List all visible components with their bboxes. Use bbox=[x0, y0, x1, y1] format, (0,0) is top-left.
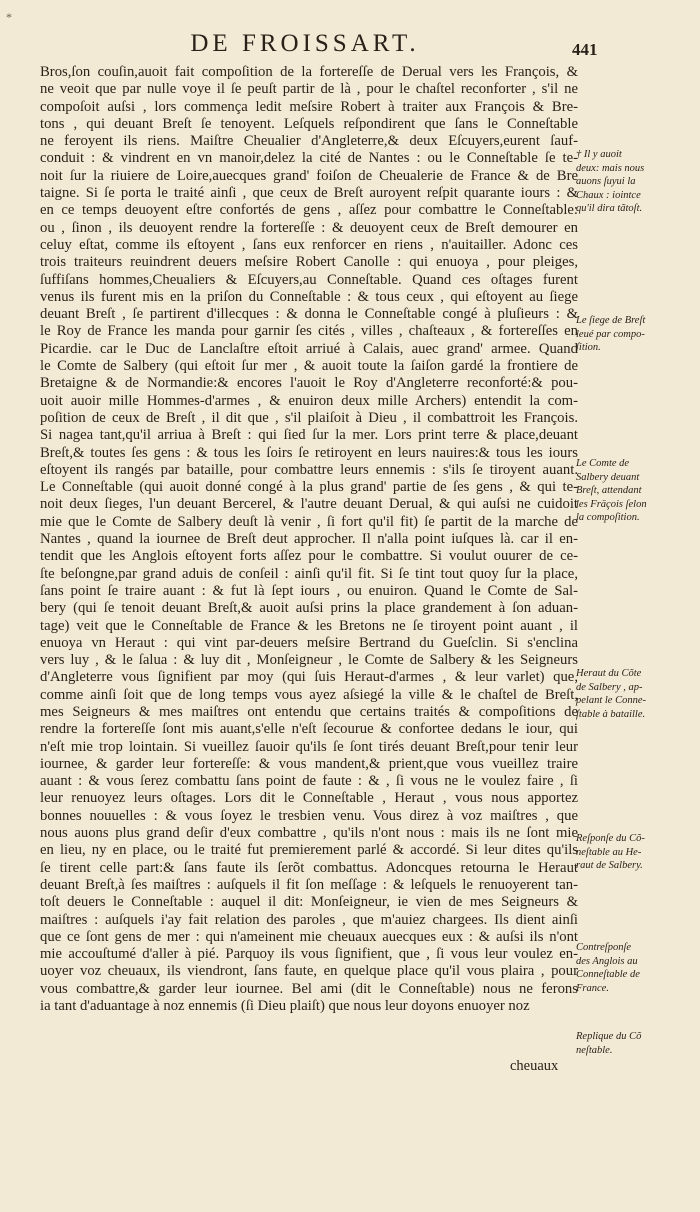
margin-note-line: qu'il dira tãtoſt. bbox=[576, 203, 643, 214]
margin-note-4 bbox=[576, 667, 698, 721]
margin-note-line: les Fräçois ſelon bbox=[576, 498, 647, 510]
body-line: taigne. Si ſe porta le traité ainſi , que ceux de Breſt auroyent reſpit quarante iours : & bbox=[40, 185, 578, 202]
body-line: bonnes nouuelles : & vous ſoyez le tresbien venu. Vous direz à voz maiſtres , que bbox=[40, 807, 578, 824]
body-line: Bros,ſon couſin,auoit fait compoſition de la fortereſſe de Derual vers les François, & bbox=[40, 64, 578, 80]
body-line: poſition de ceux de Breſt , il dit que , s'il plaiſoit à Dieu , il combattroit les François. bbox=[40, 409, 578, 426]
body-line: Nantes , quand la iournee de Breſt deut approcher. Il n'alla point iuſques là. car il en- bbox=[40, 531, 578, 548]
body-line: deuant Breſt , ſe partirent d'illecques : & donna le Conneſtable congé à pluſieurs : & bbox=[40, 306, 578, 323]
margin-note-line: † Il y auoit bbox=[576, 149, 622, 160]
body-line: auant : & vous ſerez combattu ſans point de faute : & , ſi vous ne le voulez faire , ſi bbox=[40, 773, 578, 790]
body-line: ſe tirent celle part:& ſans faute ils ſerõt combattus. Adoncques retourna le Heraut bbox=[40, 859, 578, 876]
body-line: Picardie. car le Duc de Lanclaſtre eſtoit arriué à Calais, auec grand' armee. Quand bbox=[40, 340, 578, 357]
margin-note-line: pelant le Conne- bbox=[576, 695, 646, 706]
body-line: eſtoyent ils rangés par bataille, pour combattre leurs ennemis : s'ils ſe tiroyent auant. bbox=[40, 461, 578, 478]
margin-note-line: Le ſiege de Breſt bbox=[576, 315, 646, 326]
margin-note-5 bbox=[576, 832, 698, 873]
page-number: 441 bbox=[572, 40, 598, 59]
margin-note-line: de Salbery , ap- bbox=[576, 681, 643, 693]
body-line: deuant Breſt,à ſes maiſtres : auſquels il fit ſon meſſage : & leſquels le renuoyerent tan- bbox=[40, 876, 578, 893]
margin-note-line: ſtable à bataille. bbox=[576, 708, 646, 720]
body-line: enuoya vn Heraut : qui vint par-deuers meſsire Bertrand du Gueſclin. Si s'enclina bbox=[40, 634, 578, 651]
body-line: Le Conneſtable (qui auoit donné congé à la plus grand' partie de ſes gens , & qui te- bbox=[40, 479, 578, 496]
margin-note-line: Le Comte de bbox=[576, 458, 630, 469]
margin-note-line: ſition. bbox=[576, 342, 601, 353]
body-line: compoſoit auſsi , lors commença ledit meſsire Robert à traiter aux François & Bre- bbox=[40, 98, 578, 115]
body-line: trois traiteurs reuindrent deuers meſsire Robert Canolle : qui enuoya , pour pleiges, bbox=[40, 254, 578, 271]
body-line: maiſtres : auſquels i'ay fait relation des paroles , que m'auiez chargees. Ils dient ainſi bbox=[40, 911, 578, 928]
margin-note-line: France. bbox=[576, 982, 609, 994]
margin-note-line: Conneſtable de bbox=[576, 969, 640, 980]
body-line: que ce ſont gens de mer : qui n'ameinent mie cheuaux auecques eux : & auſsi ils n'ont bbox=[40, 928, 578, 945]
margin-note-line: raut de Salbery. bbox=[576, 860, 643, 871]
body-line: en lieu, ny en place, ou le traité fut premierement parlé & accordé. Si leur dites qu'ils bbox=[40, 842, 578, 859]
body-line: ſans point ſe traire auant : & fut là ſept iours , ou enuiron. Quand le Comte de Sal- bbox=[40, 582, 578, 599]
body-line: venus ils furent mis en la priſon du Conneſtable : & tous ceux , qui eſtoyent au ſiege bbox=[40, 288, 578, 305]
body-line: mie accouſtumé d'aller à pié. Parquoy ils vous ſignifient, que , ſi vous leur voulez en- bbox=[40, 946, 578, 963]
margin-note-line: la compoſition. bbox=[576, 512, 640, 523]
body-line: iournee, & garder leur fortereſſe: & vous mandent,& prient,que vous vueillez traire bbox=[40, 755, 578, 772]
body-line: uoit auoir mille Hommes-d'armes , & enuiron deux mille Archers) entendit la com- bbox=[40, 392, 578, 409]
margin-note-line: auons ſuyui la bbox=[576, 176, 636, 187]
margin-note-line: Reſponſe du Cõ- bbox=[576, 833, 645, 844]
margin-note-3 bbox=[576, 457, 698, 525]
body-line: tons , qui deuant Breſt ſe tenoyent. Leſquels reſpondirent que ſans le Conneſtable bbox=[40, 115, 578, 132]
body-line: le Comte de Salbery (qui eſtoit ſur mer , & auoit toute la ſaiſon gardé la frontiere de bbox=[40, 358, 578, 375]
body-line: mes Seigneurs & mes maiſtres ont entendu que certains traités & compoſitions de bbox=[40, 703, 578, 720]
margin-note-line: leué par compo- bbox=[576, 328, 645, 340]
body-line: conduit : & vindrent en vn manoir,delez la cité de Nantes : ou le Conneſtable ſe te- bbox=[40, 150, 578, 167]
body-line: rendre la fortereſſe ſont mis auant,s'elle n'eſt ſecourue & confortee dedans le iour, qui bbox=[40, 721, 578, 738]
margin-note-line: Salbery deuant bbox=[576, 471, 640, 483]
body-line: vous combattre,& garder leur iournee. Bel ami (dit le Conneſtable) nous ne ferons bbox=[40, 980, 578, 997]
margin-note-line: des Anglois au bbox=[576, 955, 638, 967]
body-line: uoyer voz cheuaux, ils viendront, ſans faute, en quelque place qu'il vous plaira , pour bbox=[40, 963, 578, 980]
body-line: noit deux ſieges, l'un deuant Bercerel, & l'autre deuant Derual, & qui auſsi ne cuidoit bbox=[40, 496, 578, 513]
margin-note-1 bbox=[576, 148, 698, 216]
body-line: toſt deuers le Conneſtable : auquel il dit: Monſeigneur, ie vien de mes Seigneurs & bbox=[40, 894, 578, 911]
body-line: nous auons plus grand deſir d'eux combattre , qu'ils n'ont nous : mais ils ne ſont mie bbox=[40, 825, 578, 842]
body-line: leur renuoyez leurs oſtages. Lors dit le Conneſtable , Heraut , vous nous apportez bbox=[40, 790, 578, 807]
margin-note-line: deux: mais nous bbox=[576, 162, 645, 174]
body-line: n'eſt mie trop lointain. Si vueillez ſauoir qu'ils ſe ſont tirés deuant Breſt,pour tenir leur bbox=[40, 738, 578, 755]
body-line: comme ainſi ſoit que de long temps vous ayez aſsiegé la ville & le chaſtel de Breſt, bbox=[40, 686, 578, 703]
margin-note-2 bbox=[576, 314, 698, 355]
body-line: tage) veit que le Conneſtable de France & les Bretons ne ſe tiroyent point auant , il bbox=[40, 617, 578, 634]
body-line: Bretaigne & de Normandie:& encores l'auoit le Roy d'Angleterre reconforté:& pou- bbox=[40, 375, 578, 392]
body-line: en ce temps deuoyent eſtre confortés de gens , aſſez pour combattre le Conneſtable: bbox=[40, 202, 578, 219]
margin-note-line: Contreſponſe bbox=[576, 942, 632, 953]
body-line: le Roy de France les manda pour garnir ſes cités , villes , chaſteaux , & fortereſſes en bbox=[40, 323, 578, 340]
body-text bbox=[40, 64, 578, 1015]
body-line: ia tant d'aduantage à noz ennemis (ſi Dieu plaiſt) que nous leur doyons enuoyer noz bbox=[40, 998, 530, 1015]
body-line: ne veoit que par nulle voye il ſe peuſt partir de là , pour le chaſtel reconforter , s'il ne bbox=[40, 81, 578, 98]
margin-note-line: Breſt, attendant bbox=[576, 485, 642, 496]
corner-ornament: * bbox=[6, 10, 12, 24]
margin-note-line: neſtable. bbox=[576, 1044, 613, 1056]
body-line: Breſt,& toutes ſes gens : & tous les ſoirs ſe retiroyent en leurs nauires:& tous les iours bbox=[40, 444, 578, 461]
body-line: noit ſur la riuiere de Loire,auecques grand' foiſon de Cheualerie de France & de Bre bbox=[40, 167, 578, 184]
margin-note-7 bbox=[576, 1030, 698, 1057]
body-line: celuy eſtat, comme ils eſtoyent , ſans eux renforcer en riens , n'auitailler. Adonc ces bbox=[40, 236, 578, 253]
body-line: Si nagea tant,qu'il arriua à Breſt : qui ſied ſur la mer. Lors print terre & place,deuant bbox=[40, 427, 578, 444]
margin-note-line: Chaux : iointce bbox=[576, 189, 641, 201]
body-line: mie que le Comte de Salbery deuſt là venir , ſi fort qu'il fit) ſe partit de la marche de bbox=[40, 513, 578, 530]
body-line: ne feroyent ils riens. Maiſtre Cheualier d'Angleterre,& deux Eſcuyers,eurent ſauf- bbox=[40, 133, 578, 150]
margin-note-line: Heraut du Cõte bbox=[576, 668, 642, 679]
body-line: vers luy , & le ſalua : & luy dit , Monſeigneur , le Comte de Salbery & les Seigneurs bbox=[40, 652, 578, 669]
body-line: ſte beſongne,par grand aduis de conſeil : ainſi qu'il fit. Si ſe tint tout quoy ſur la place, bbox=[40, 565, 578, 582]
body-line: bery (qui ſe tenoit deuant Breſt,& auoit auſsi prins la place grandement à ſon aduan- bbox=[40, 600, 578, 617]
margin-note-line: Replique du Cõ bbox=[576, 1031, 642, 1042]
margin-note-line: neſtable au He- bbox=[576, 846, 642, 858]
body-line: ſuffiſans hommes,Cheualiers & Eſcuyers,au Conneſtable. Quand ces oſtages furent bbox=[40, 271, 578, 288]
body-line: tendit que les Anglois eſtoyent forts aſſez pour le combattre. Si voulut ouurer de ce- bbox=[40, 548, 578, 565]
body-line: d'Angleterre vous ſignifient par moy (qui ſuis Heraut-d'armes , & leur varlet) que, bbox=[40, 669, 578, 686]
running-header: DE FROISSART. bbox=[190, 30, 420, 57]
body-line: ou , ſinon , ils deuoyent rendre la fortereſſe : & deuoyent ceux de Breſt demourer en bbox=[40, 219, 578, 236]
catchword: cheuaux bbox=[510, 1058, 559, 1074]
margin-note-6 bbox=[576, 941, 698, 995]
